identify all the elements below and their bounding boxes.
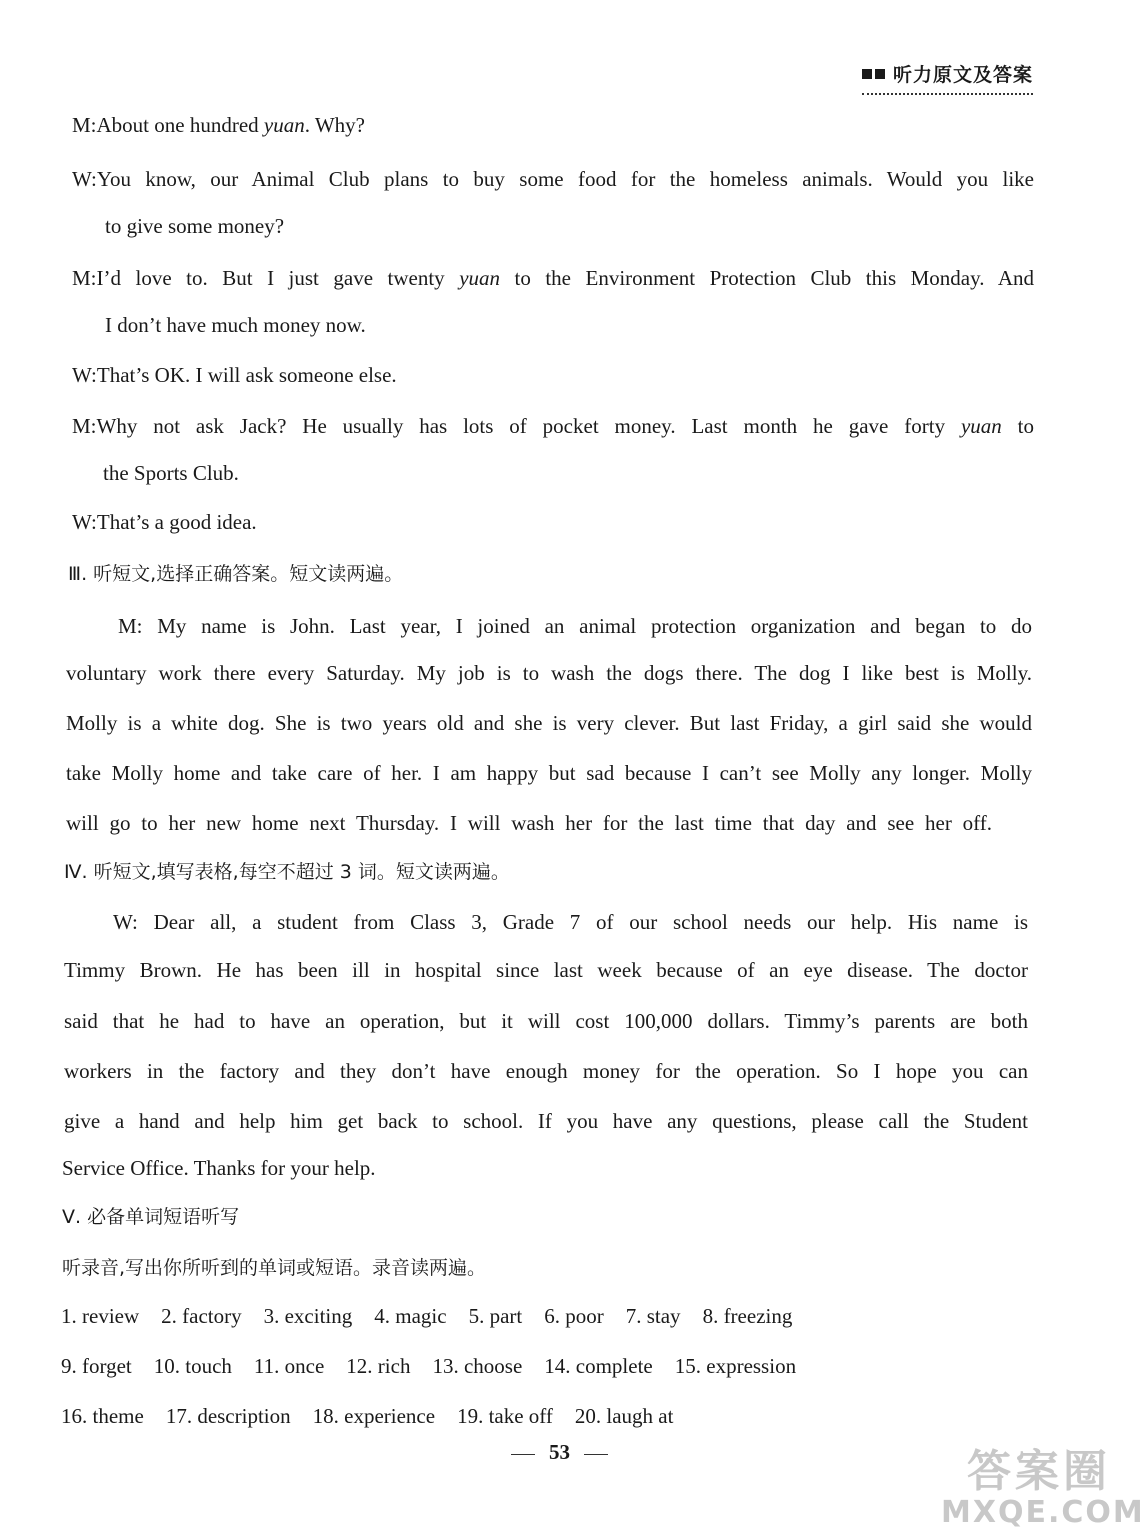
answer-item: 10. touch — [153, 1354, 232, 1378]
dialogue-line: M:Why not ask Jack? He usually has lots of pocket money. Last month he gave forty yuan to — [72, 414, 1034, 438]
header-squares-icon — [862, 69, 885, 79]
section-5-heading: Ⅴ. 必备单词短语听写 — [62, 1206, 240, 1228]
answer-item: 9. forget — [61, 1354, 132, 1378]
header-title: 听力原文及答案 — [892, 64, 1033, 86]
section-4-text-line: W: Dear all, a student from Class 3, Grade 7 of our school needs our help. His name is — [113, 910, 1028, 934]
dialogue-line: I don’t have much money now. — [105, 313, 366, 337]
section-4-text-line: Timmy Brown. He has been ill in hospital since last week because of an eye disease. The doctor — [64, 958, 1028, 982]
answer-item: 7. stay — [625, 1304, 681, 1328]
section-3-text-line: Molly is a white dog. She is two years old and she is very clever. But last Friday, a girl said she would — [66, 711, 1032, 735]
dialogue-line: W:You know, our Animal Club plans to buy some food for the homeless animals. Would you like — [72, 167, 1034, 191]
answer-item: 12. rich — [346, 1354, 411, 1378]
answer-row — [61, 1303, 814, 1329]
page-number: 53 — [0, 1440, 1119, 1465]
answer-row — [61, 1353, 818, 1379]
answer-item: 6. poor — [544, 1304, 604, 1328]
answer-item: 15. expression — [674, 1354, 797, 1378]
section-3-text-line: take Molly home and take care of her. I am happy but sad because I can’t see Molly any longer. Molly — [66, 761, 1032, 785]
answer-item: 8. freezing — [702, 1304, 793, 1328]
section-4-text-line: give a hand and help him get back to school. If you have any questions, please call the Student — [64, 1109, 1028, 1133]
section-4-text-line: Service Office. Thanks for your help. — [62, 1156, 376, 1180]
answer-item: 2. factory — [161, 1304, 242, 1328]
answer-item: 4. magic — [374, 1304, 447, 1328]
dialogue-line: the Sports Club. — [103, 461, 239, 485]
section-4-heading: Ⅳ. 听短文,填写表格,每空不超过 3 词。短文读两遍。 — [64, 861, 510, 883]
answer-item: 13. choose — [432, 1354, 523, 1378]
dialogue-line: M:I’d love to. But I just gave twenty yuan to the Environment Protection Club this Monday. And — [72, 266, 1034, 290]
answer-item: 16. theme — [61, 1404, 144, 1428]
answer-item: 18. experience — [312, 1404, 436, 1428]
running-header — [862, 60, 1033, 95]
dialogue-line: to give some money? — [105, 214, 285, 238]
answer-row — [61, 1403, 695, 1429]
answer-item: 14. complete — [544, 1354, 653, 1378]
dialogue-line: W:That’s OK. I will ask someone else. — [72, 363, 397, 387]
section-3-text-line: M: My name is John. Last year, I joined an animal protection organization and began to do — [118, 614, 1032, 638]
answer-item: 20. laugh at — [574, 1404, 674, 1428]
section-4-text-line: workers in the factory and they don’t have enough money for the operation. So I hope you can — [64, 1059, 1028, 1083]
section-4-text-line: said that he had to have an operation, but it will cost 100,000 dollars. Timmy’s parents are both — [64, 1009, 1028, 1033]
section-3-heading: Ⅲ. 听短文,选择正确答案。短文读两遍。 — [68, 563, 404, 585]
answer-item: 5. part — [468, 1304, 523, 1328]
section-3-text-line: voluntary work there every Saturday. My job is to wash the dogs there. The dog I like best is Molly. — [66, 661, 1032, 685]
answer-item: 1. review — [61, 1304, 140, 1328]
answer-item: 17. description — [165, 1404, 291, 1428]
watermark-logo: 答案圈 MXQE.COM — [941, 1446, 1145, 1530]
section-5-instruction: 听录音,写出你所听到的单词或短语。录音读两遍。 — [62, 1257, 487, 1279]
answer-item: 11. once — [253, 1354, 325, 1378]
dialogue-line: W:That’s a good idea. — [72, 510, 257, 534]
answer-item: 3. exciting — [263, 1304, 353, 1328]
section-3-text-line: will go to her new home next Thursday. I will wash her for the last time that day and see her off. — [66, 811, 992, 835]
dialogue-line: M:About one hundred yuan. Why? — [72, 113, 365, 137]
answer-item: 19. take off — [457, 1404, 553, 1428]
